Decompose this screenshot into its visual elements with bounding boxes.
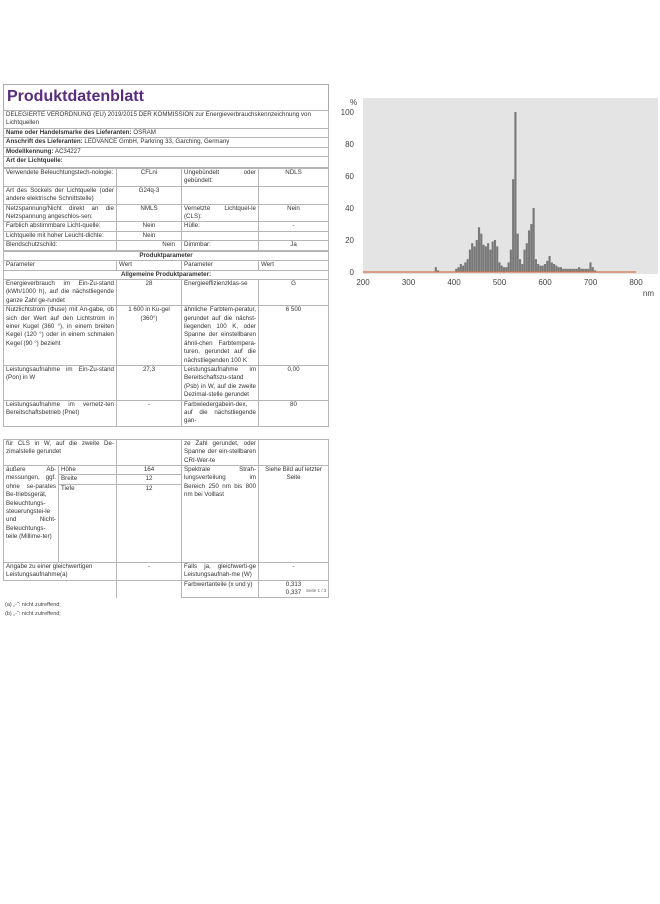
supplier-address-label: Anschrift des Lieferanten: (6, 138, 83, 146)
y-axis-label: % (350, 98, 358, 107)
table-row (4, 365, 329, 400)
type-label: Verwendete Beleuchtungstech-nologie: (4, 169, 117, 187)
param-label: Farbwertanteile (x und y) (182, 580, 259, 598)
spectrum-bar (530, 224, 532, 272)
param-value: - (117, 562, 182, 580)
spectrum-bar (546, 261, 548, 272)
y-tick-label: 40 (345, 204, 354, 213)
spectrum-bar (496, 246, 498, 272)
spectrum-bar (544, 264, 546, 272)
table-row (4, 241, 329, 250)
dimension-value: 12 (117, 484, 182, 562)
type-label: Hülle: (182, 222, 259, 231)
light-source-type-label: Art der Lichtquelle: (4, 157, 329, 168)
column-header: Wert (117, 261, 182, 270)
spectrum-bar (478, 227, 480, 272)
spectrum-bar (526, 243, 528, 272)
spectrum-bar (514, 112, 516, 272)
param-value: 6 500 (259, 306, 329, 366)
type-label: Vernetzte Lichtquel-le (CLS): (182, 204, 259, 222)
spectrum-bar (523, 250, 525, 272)
dimension-name: Höhe (59, 466, 117, 475)
table-row (4, 186, 329, 204)
plot-background (363, 98, 658, 274)
y-tick-label: 60 (345, 172, 354, 181)
param-label: Energieeffizienzklas-se (182, 279, 259, 305)
column-header: Parameter (4, 261, 117, 270)
spectrum-bar (578, 267, 580, 272)
param-value (259, 439, 329, 465)
spectrum-bar (589, 262, 591, 272)
table-row (4, 580, 329, 598)
param-label: Nutzlichtstrom (Φuse) mit An-gabe, ob sich der Wert auf den Lichtstrom in einer Kugel (360 °), in einem breiten Kegel (120 °) oder in einem schmalen Kegel (90 °) bezieht (4, 306, 117, 366)
model-label: Modellkennung: (6, 147, 54, 155)
param-label: ähnliche Farbtem-peratur, gerundet auf die nächst-liegenden 100 K, oder Spanne der einstellbaren ähnli-chen Farbtempera-turen, gerundet auf die nächstliegenden 100 K (182, 306, 259, 366)
spectrum-bar (460, 264, 462, 272)
supplier-name: OSRAM (133, 128, 156, 136)
spectrum-bar (555, 266, 557, 272)
type-value: NDLS (259, 169, 329, 187)
param-value: 28 (117, 279, 182, 305)
param-label: für CLS in W, auf die zweite De-zimalstelle gerundet (4, 439, 117, 465)
supplier-address: LEDVANCE GmbH, Parkring 33, Garching, Germany (84, 138, 230, 146)
header-table (3, 110, 329, 168)
type-label: Blendschutzschild: (4, 241, 117, 250)
y-tick-label: 20 (345, 236, 354, 245)
type-table (3, 168, 329, 251)
product-datasheet (3, 84, 329, 619)
table-row (4, 204, 329, 222)
type-label: Ungebündelt oder gebündelt: (182, 169, 259, 187)
spectrum-chart (336, 94, 660, 310)
regulation-text: DELEGIERTE VERORDNUNG (EU) 2019/2015 DER KOMMISSION zur Energieverbrauchskennzeichnung von Lichtquellen (4, 111, 329, 129)
table-row (4, 400, 329, 426)
x-tick-label: 600 (538, 278, 552, 287)
table-row (4, 562, 329, 580)
x-tick-label: 300 (401, 278, 416, 287)
table-row (4, 279, 329, 305)
type-label: Lichtquelle mit hoher Leucht-dichte: (4, 231, 117, 240)
footnote: (a) „-“: nicht zutreffend; (5, 602, 61, 609)
spectrum-bar (560, 267, 562, 272)
spectrum-bar (548, 256, 550, 272)
type-value: NMLS (117, 204, 182, 222)
param-value: 1 600 in Ku-gel (360°) (117, 306, 182, 366)
spectrum-bar (503, 267, 505, 272)
spectrum-bar (533, 208, 535, 272)
spectrum-bar (469, 250, 471, 272)
type-value: Nein (259, 204, 329, 222)
params-table (3, 251, 329, 427)
type-label: Art des Sockels der Lichtquelle (oder andere elektrische Schnittstelle) (4, 186, 117, 204)
dimension-name: Tiefe (59, 484, 117, 562)
type-label: Netzspannung/Nicht direkt an die Netzspannung angeschlos-sen: (4, 204, 117, 222)
param-label: Spektrale Strah-lungsverteilung im Bereich 250 nm bis 800 nm bei Volllast (182, 466, 259, 563)
spectrum-bar (467, 259, 469, 272)
spectrum-bar (537, 264, 539, 272)
type-value: G24q-3 (117, 186, 182, 204)
table-row (4, 306, 329, 366)
y-tick-label: 0 (349, 268, 354, 277)
spectrum-bar (592, 267, 594, 272)
general-params-title: Allgemeine Produktparameter: (4, 270, 329, 279)
x-axis-label: nm (642, 289, 654, 298)
type-value: Ja (259, 241, 329, 250)
type-label (182, 186, 259, 204)
spectrum-bar (482, 245, 484, 272)
page-number: Seite 1 / 3 (306, 588, 327, 593)
param-label: ze Zahl gerundet, oder Spanne der ein-stellbaren CRI-Wer-te (182, 439, 259, 465)
spectrum-bar (551, 262, 553, 272)
spectrum-bar (471, 243, 473, 272)
spectrum-bar (464, 262, 466, 272)
param-value: - (117, 400, 182, 426)
table-row (4, 439, 329, 465)
type-value: CFLni (117, 169, 182, 187)
type-value (259, 186, 329, 204)
spectrum-bar (535, 259, 537, 272)
type-value: - (259, 222, 329, 231)
spectrum-bar (508, 262, 510, 272)
supplier-name-label: Name oder Handelsmarke des Lieferanten: (6, 128, 132, 136)
supplier-name-row (4, 128, 329, 137)
chromaticity-y: 0,337 (285, 589, 302, 597)
spectrum-bar (512, 179, 514, 272)
spectrum-bar (435, 267, 437, 272)
x-tick-label: 200 (356, 278, 370, 287)
type-label: Dimmbar: (182, 241, 259, 250)
type-label: Farblich abstimmbare Licht-quelle: (4, 222, 117, 231)
supplier-address-row (4, 138, 329, 147)
spectrum-bar (473, 246, 475, 272)
x-tick-label: 500 (492, 278, 507, 287)
column-header: Wert (259, 261, 329, 270)
param-label: Angabe zu einer gleichwertigen Leistungsaufnahme(a) (4, 562, 117, 580)
spectrum-bar (539, 266, 541, 272)
dimension-name: Breite (59, 475, 117, 484)
spectrum-bar (505, 267, 507, 272)
spectrum-bar (457, 267, 459, 272)
spectrum-bar (489, 250, 491, 272)
spectrum-bar (462, 266, 464, 272)
param-label: Leistungsaufnahme im Bereitschaftszu-stand (Psb) in W, auf die zweite Dezimal-stelle gerundet (182, 365, 259, 400)
spectrum-bar (510, 250, 512, 272)
y-tick-label: 80 (345, 140, 354, 149)
dimension-value: 164 (117, 466, 182, 475)
spectrum-bar (528, 230, 530, 272)
table-row (4, 231, 329, 240)
type-value: Nein (117, 231, 182, 240)
spectrum-bar (480, 234, 482, 272)
spectrum-bar (553, 264, 555, 272)
spectrum-bar (542, 266, 544, 272)
spectrum-bar (494, 240, 496, 272)
spectrum-bar (517, 234, 519, 272)
type-value: Nein (117, 222, 182, 231)
page-title: Produktdatenblatt (3, 84, 329, 110)
table-row (4, 466, 329, 475)
spectrum-bar (487, 243, 489, 272)
model-row (4, 147, 329, 156)
param-label: Leistungsaufnahme im vernetz-ten Bereitschaftsbetrieb (Pnet) (4, 400, 117, 426)
spectrum-bar (519, 259, 521, 272)
dimensions-label: äußere Ab-messungen, ggf. ohne se-parates Be-triebsgerät, Beleuchtungs-steuerungstei-le und Nicht-Beleuchtungs-teile (Millime-ter) (4, 466, 59, 563)
table-row (4, 169, 329, 187)
footnote: (b) „-“: nicht zutreffend; (5, 611, 61, 618)
param-value: 80 (259, 400, 329, 426)
param-value: G (259, 279, 329, 305)
param-value: - (259, 562, 329, 580)
param-label: Energieverbrauch im Ein-Zu-stand (kWh/1000 h), auf die nächstliegende ganze Zahl ge-rundet (4, 279, 117, 305)
param-label: Leistungsaufnahme im Ein-Zu-stand (Pon) in W (4, 365, 117, 400)
type-label (182, 231, 259, 240)
type-value: Nein (117, 241, 182, 250)
params-table-continued (3, 439, 329, 599)
param-value: 27,3 (117, 365, 182, 400)
param-value (117, 439, 182, 465)
param-value: Siehe Bild auf letzter Seite (259, 466, 329, 563)
dimension-value: 12 (117, 475, 182, 484)
spectrum-bar (492, 242, 494, 272)
param-label: Falls ja, gleichwerti-ge Leistungsaufnah-me (W) (182, 562, 259, 580)
params-section-title: Produktparameter (4, 251, 329, 260)
param-value: 0,00 (259, 365, 329, 400)
model-id: AC34227 (54, 147, 81, 155)
type-value (259, 231, 329, 240)
spectrum-bar (498, 262, 500, 272)
spectrum-bar (476, 240, 478, 272)
chromaticity-x: 0,313 (285, 580, 302, 588)
spectrum-bar (485, 246, 487, 272)
spectrum-bar (558, 267, 560, 272)
param-label: Farbwiedergabein-dex, auf die nächstliegende gan- (182, 400, 259, 426)
column-header: Parameter (182, 261, 259, 270)
table-header-row (4, 261, 329, 270)
x-tick-label: 400 (447, 278, 461, 287)
x-tick-label: 800 (629, 278, 643, 287)
x-tick-label: 700 (583, 278, 598, 287)
spectrum-bar (521, 264, 523, 272)
y-tick-label: 100 (340, 108, 354, 117)
spectrum-bar (501, 266, 503, 272)
table-row (4, 222, 329, 231)
